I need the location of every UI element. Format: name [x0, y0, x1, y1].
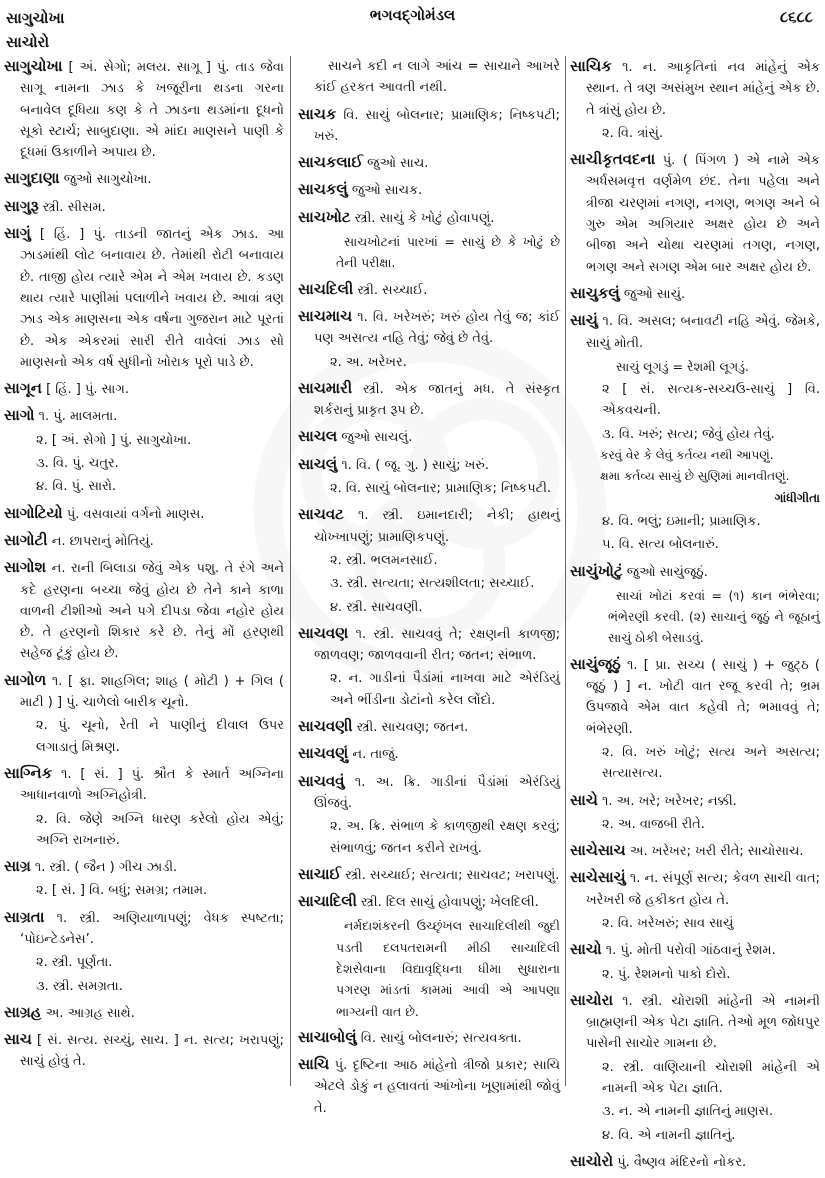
sense-definition: ૨. વિ. ખરેખરું; સાવ સાચું	[602, 915, 734, 931]
sense-definition: ૨. અ. ખરેખર.	[330, 354, 407, 370]
dictionary-entry	[570, 790, 820, 836]
column-divider	[290, 56, 291, 1086]
definition: [ હિં. ] પું. તાડની જાતનું એક ઝાડ. આ ઝાડમાંથી લોટ બનાવાય છે. તેમાંથી રોટી બનાવાય છે. તાજી હોય ત્યારે એમ ને એમ ખવાય છે. કડણ થાય ત્યારે પાણીમાં પલાળીને ખવાય છે. આવાં ત્રણ ઝાડ એક માણસના એક વર્ષના ગુજરાન માટે પૂરતાં છે. એક એકરમાં સારી રીતે વાવેલાં ઝાડ સો માણસનો એક વર્ષ સુધીનો ખોરાક પૂરો પાડે છે.	[20, 227, 284, 370]
headword: સાચકલાઈ	[298, 153, 364, 172]
headword: સાચવવું	[298, 771, 345, 790]
headword: સાચવણી	[298, 717, 353, 736]
dictionary-entry	[298, 104, 560, 148]
headword: સાચીકૃતવદના	[570, 150, 656, 169]
definition: પું. વૈષ્ણવ મંદિરનો નોકર.	[617, 1154, 747, 1170]
definition: ન. તાજું.	[352, 747, 399, 763]
dictionary-entry	[4, 378, 284, 400]
headword: સાચખોટ	[298, 207, 351, 226]
dictionary-entry	[298, 716, 560, 738]
dictionary-entry	[298, 279, 560, 301]
dictionary-entry	[298, 207, 560, 274]
dictionary-entry	[298, 378, 560, 422]
definition: જુઓ સાગુચોખા.	[63, 172, 152, 188]
headword: સાગ્નિક	[4, 763, 53, 782]
dictionary-entry	[298, 504, 560, 617]
book-title: ભગવદ્ગોમંડલ	[369, 6, 456, 24]
headword: સાચદિલી	[298, 279, 354, 298]
headword: સાગૂન	[4, 379, 42, 398]
dictionary-entry	[570, 283, 820, 305]
definition: ૧. સ્ત્રી. સાચવવું તે; રક્ષણની કાળજી; જાળવણ; જાળવવાની રીત; જતન; સંભાળ.	[314, 626, 560, 664]
definition: જુઓ સાચ.	[367, 156, 429, 172]
headword: સાગ્રતા	[4, 907, 45, 926]
definition: ૧. સ્ત્રી. ઇમાનદારી; નેકી; હાથનું ચોખ્ખાપણું; પ્રામાણિકપણું.	[314, 508, 560, 545]
definition: ૧. ન. સંપૂર્ણ સત્ય; કેવળ સાચી વાત; ખરેખરી જે હકીકત હોય તે.	[586, 871, 820, 908]
headword: સાચલું	[298, 454, 338, 473]
headword: સાચમાચ	[298, 306, 353, 325]
sense-definition: ૨. વિ. ત્રાંસું.	[602, 125, 664, 141]
guide-word-last: સાચોરો	[6, 33, 50, 51]
definition: પું. ( પિંગળ ) એ નામે એક અર્ધસમવૃત્ત વર્ણમેળ છંદ. તેના પહેલા અને ત્રીજા ચરણમાં નગણ, નગણ, ભગણ અને બે ગુરુ એમ અગિયાર અક્ષર હોય છે અને બીજા અને ચોથા ચરણમાં તગણ, નગણ, ભગણ અને સગણ એમ બાર અક્ષર હોય છે.	[586, 153, 820, 275]
definition: પું. વસવાયાં વર્ગનો માણસ.	[66, 506, 205, 522]
dictionary-entry	[4, 530, 284, 552]
definition: [ હિં. ] પું. સાગ.	[46, 382, 129, 398]
definition: ૧. વિ. ( જૂ. ગુ. ) સાચું; ખરું.	[341, 457, 489, 473]
headword: સાગ્રહ	[4, 1002, 42, 1021]
sense-definition: ૩. સ્ત્રી. સત્યતા; સત્યશીલતા; સચ્ચાઈ.	[330, 576, 535, 592]
headword: સાચક	[298, 104, 337, 123]
column-1	[4, 56, 284, 1078]
headword: સાચે	[570, 790, 598, 809]
definition: ૧. [ સં. ] પું. શ્રૌત કે સ્માર્ત અગ્નિના આધાનવાળો અગ્નિહોત્રી.	[20, 766, 284, 804]
sense-definition: ૨. અ. ક્રિ. સંભાળ કે કાળજીથી રક્ષણ કરવું; સંભાળવું; જતન કરીને રાખવું.	[330, 819, 560, 856]
headword: સાચાબોલું	[298, 1027, 357, 1046]
definition: ૧. વિ. અસલ; બનાવટી નહિ એવું. જેમકે, સાચું મોતી.	[586, 314, 820, 351]
verse-quote: ક્ષમા કર્તવ્ય સાચું છે સુણિમાં માનવીતણું.	[600, 469, 790, 484]
headword: સાચમારી	[298, 378, 353, 397]
definition: પું. દૃષ્ટિના આઠ માંહેનો ત્રીજો પ્રકાર; સાચિ એટલે ડોકું ન હલાવતાં આંખોના ખૂણામાંથી જોવું તે.	[314, 1058, 560, 1116]
definition: ૧. [ પ્રા. સચ્ચ ( સાચું ) + જુટ્ઠ ( જૂઠું ) ] ન. ખોટી વાત રજૂ કરવી તે; ભ્રમ ઉપજાવે એમ વાત કહેવી તે; ભમાવવું તે; ભંભેરણી.	[586, 657, 820, 737]
headword: સાગો	[4, 406, 35, 425]
headword: સાચોરો	[570, 1151, 614, 1170]
usage-example: સાચાં ખોટાં કરવાં = (૧) કાન ભંભેરવા; ભંભેરણી કરવી. (૨) સાચાનું જૂઠું ને જૂઠાનું સાચું ઠોકી બેસાડવું.	[608, 587, 820, 646]
dictionary-entry	[4, 763, 284, 851]
definition: જુઓ સાચક.	[351, 183, 423, 199]
dictionary-entry	[4, 405, 284, 497]
sense-definition: ૨. સ્ત્રી. ભલમનસાઈ.	[330, 552, 438, 568]
definition: સ્ત્રી. દિલ સાચું હોવાપણું; ખેલદિલી.	[361, 895, 539, 911]
usage-example: સાચું લૂગડું = રેશમી લૂગડું.	[616, 358, 749, 374]
sense-definition: ૪. સ્ત્રી. સાચવણી.	[330, 599, 423, 615]
definition: ૧. સ્ત્રી. ( જૈન ) ગીચ ઝાડી.	[34, 860, 178, 876]
dictionary-entry	[298, 152, 560, 174]
sense-definition: ૪. વિ. એ નામની જ્ઞાતિનું.	[602, 1127, 736, 1143]
dictionary-entry	[298, 426, 560, 448]
headword: સાગુરૂ	[4, 196, 39, 215]
headword: સાચકલું	[298, 180, 348, 199]
headword: સાગુદાણા	[4, 169, 60, 188]
definition: સ્ત્રી. એક જાતનું મધ. તે સંસ્કૃત શર્કરાનું પ્રાકૃત રૂપ છે.	[314, 381, 560, 419]
page-number: ૮૬૮૮	[779, 8, 813, 26]
definition: સ્ત્રી. સીસમ.	[42, 199, 106, 215]
dictionary-entry	[4, 907, 284, 997]
page-header	[0, 4, 825, 56]
headword: સાચલ	[298, 427, 338, 446]
definition: ૧. અ. ખરે; ખરેખર; નક્કી.	[601, 793, 737, 809]
sense-definition: ૪. વિ. ભલું; ઇમાની; પ્રામાણિક.	[602, 513, 761, 529]
dictionary-entry	[298, 306, 560, 373]
definition: ૧. સ્ત્રી. અણિયાળાપણું; વેધક સ્પષ્ટતા; ‘પોઇન્ટેડનેસ’.	[20, 910, 284, 947]
dictionary-entry	[298, 623, 560, 711]
dictionary-entry	[298, 1027, 560, 1049]
headword: સાચ	[4, 1030, 32, 1049]
dictionary-entry	[4, 56, 284, 163]
sense-definition: ૩. વિ. પું. ચતુર.	[36, 456, 119, 472]
dictionary-entry	[298, 771, 560, 859]
dictionary-entry	[4, 1029, 284, 1073]
dictionary-entry	[570, 56, 820, 144]
dictionary-entry	[4, 1002, 284, 1024]
verse-quote: કરવું વેર કે લેવું કર્તવ્ય નથી આપણું.	[600, 448, 774, 463]
sense-definition: ૩. ન. એ નામની જ્ઞાતિનું માણસ.	[602, 1104, 774, 1120]
dictionary-entry	[298, 1054, 560, 1119]
definition: જુઓ સાચલું.	[341, 430, 413, 446]
dictionary-entry	[298, 179, 560, 201]
definition: અ. આગ્રહ સાથે.	[45, 1005, 135, 1021]
headword: સાચાદિલી	[298, 892, 357, 911]
usage-example: નર્મદાશંકરની ઉચ્છૃંખલ સાચાદિલીથી જુદી પડતી દલપતરામની મીઠી સાચાદિલી દેશસેવાના વિદ્યાવૃદ્ધિના ધીમા સુધારાના પગરણ માંડતાં કામમાં આવી એ આપણા ભાગ્યની વાત છે.	[336, 918, 560, 1019]
headword: સાગુચોખા	[4, 57, 63, 75]
sense-definition: ૨. [ અં. સેગો ] પું. સાગુચોખા.	[36, 432, 192, 448]
dictionary-entry	[570, 939, 820, 985]
dictionary-entry	[298, 864, 560, 886]
dictionary-entry	[4, 503, 284, 525]
definition: વિ. સાચું બોલનાર; પ્રામાણિક; નિષ્કપટી; ખરું.	[314, 107, 560, 144]
sense-definition: ૩. સ્ત્રી. સમગ્રતા.	[36, 978, 123, 994]
headword: સાચુંખોટું	[570, 561, 623, 580]
definition: ન. રાની બિલાડા જેવું એક પશુ. તે રંગે અને કદે હરણના બચ્ચા જેવું હોય છે તેને કાને કાળા વાળની ટીશીઓ અને પગે દીપડા જેવા નહોર હોય છે. તે હરણનો શિકાર કરે છે. તેનું મોં હરણથી સહેજ ટૂંકું હોય છે.	[20, 561, 284, 662]
dictionary-entry	[4, 223, 284, 373]
sense-definition: ૨ [ સં. સત્યક-સચ્ચઉ-સાચું ] વિ. એકવચની.	[602, 382, 820, 419]
dictionary-entry	[570, 840, 820, 862]
definition: જુઓ સાચુંજૂઠું.	[626, 564, 708, 580]
dictionary-entry	[4, 196, 284, 218]
definition: ૧. ન. આકૃતિનાં નવ માંહેનું એક સ્થાન. તે ત્રણ અસંમુખ સ્થાન માંહેનું એક છે. તે ત્રાંસું હોય છે.	[586, 60, 820, 118]
dictionary-entry	[570, 990, 820, 1146]
headword: સાગોશ	[4, 558, 47, 577]
dictionary-entry	[570, 867, 820, 934]
dictionary-entry	[298, 891, 560, 1022]
headword: સાચો	[570, 940, 602, 959]
usage-example: સાચખોટનાં પારખાં = સાચું છે કે ખોટું છે તેની પરીક્ષા.	[336, 234, 560, 271]
sense-definition: ૨. પું. રેશમનો પાકો દોરો.	[602, 966, 731, 982]
definition: ૧. સ્ત્રી. ચોરાશી માંહેની એ નામની બ્રાહ્મણની એક પેટા જ્ઞાતિ. તેઓ મૂળ જોધપુર પાસેની સાચોર ગામના છે.	[586, 993, 820, 1052]
definition: ૧. પું. મોતી પરોવી ગાંઠવાનું રેશમ.	[605, 943, 776, 959]
dictionary-entry	[298, 454, 560, 500]
definition: ૧. [ ફા. શાહગિલ; શાહ ( મોટી ) + ગિલ ( માટી ) ] પું. ચાળેલો બારીક ચૂનો.	[20, 673, 284, 711]
headword: સાચુંજૂઠું	[570, 654, 621, 673]
dictionary-entry	[4, 557, 284, 664]
quote-attribution: ગાંધીગીતા	[774, 490, 820, 505]
definition: અ. ખરેખર; ખરી રીતે; સાચોસાચ.	[629, 844, 804, 860]
definition: સ્ત્રી. સચ્ચાઈ.	[357, 282, 428, 298]
headword: સાચાઈ	[298, 864, 342, 883]
sense-definition: ૪. વિ. પું. સારો.	[36, 479, 117, 495]
headword: સાગોટી	[4, 530, 48, 549]
column-2	[298, 56, 560, 1124]
definition: જુઓ સાચું.	[623, 286, 686, 302]
sense-definition: ૨. સ્ત્રી. વાણિયાની ચોરાશી માંહેની એ નામની એક પેટા જ્ઞાતિ.	[602, 1059, 820, 1097]
sense-definition: ૫. વિ. સત્ય બોલનારું.	[602, 537, 719, 553]
definition: સ્ત્રી. સચ્ચાઈ; સત્યતા; સાચવટ; ખરાપણું.	[345, 867, 560, 883]
dictionary-entry	[570, 561, 820, 649]
headword: સાચું	[570, 311, 598, 330]
headword: સાચેસાચ	[570, 841, 626, 860]
dictionary-entry	[4, 168, 284, 190]
dictionary-entry	[4, 670, 284, 758]
headword: સાગોટિયો	[4, 503, 63, 522]
guide-word-first: સાગુચોખા	[6, 9, 65, 27]
headword: સાગ્ર	[4, 857, 31, 876]
dictionary-entry	[570, 654, 820, 785]
definition: [ અં. સેગો; મલય. સાગૂ ] પું. તાડ જેવા સાગૂ નામના ઝાડ કે ખજૂરીના થડના ગરના બનાવેલ દૂધિયા કણ કે તે ઝાડના થડમાંના દૂધનો સૂકો સ્ટાર્ચ; સાબુદાણા. એ માંદા માણસને પાણી કે દૂધમાં ઉકાળીને અપાય છે.	[20, 60, 284, 161]
column-3	[570, 56, 820, 1178]
headword: સાચોરા	[570, 990, 614, 1009]
dictionary-entry	[298, 743, 560, 765]
sense-definition: ૨. [ સં. ] વિ. બધું; સમગ્ર; તમામ.	[36, 883, 208, 899]
sense-definition: ૨. વિ. સાચું બોલનાર; પ્રામાણિક; નિષ્કપટી.	[330, 481, 552, 497]
column-divider	[565, 56, 566, 1086]
definition: [ સં. સત્ય. સચ્ચું, સાચ. ] ન. સત્ય; ખરાપણું; સાચું હોવું તે.	[20, 1033, 284, 1070]
definition: ૧. વિ. ખરેખરું; ખરું હોય તેવું જ; કાંઈ પણ અસત્ય નહિ તેવું; જેવું છે તેવું.	[314, 309, 560, 347]
headword: સાગોળ	[4, 670, 47, 689]
sense-definition: ૨. ન. ગાડીનાં પૈડાંમાં નાખવા માટે એરંડિયું અને ભીંડીના ડોટાંનો કરેલ લોંદો.	[330, 671, 560, 708]
headword: સાચેસાચું	[570, 868, 626, 887]
sense-definition: ૨. વિ. જેણે અગ્નિ ધારણ કરેલો હોય એવું; અગ્નિ રાખનારું.	[36, 811, 284, 848]
headword: સાચવણ	[298, 623, 349, 642]
sense-definition: ૨. સ્ત્રી. પૂર્ણતા.	[36, 955, 113, 971]
definition: વિ. સાચું બોલનારું; સત્યવક્તા.	[360, 1030, 522, 1046]
sense-definition: ૨. પું. ચૂનો, રેતી ને પાણીનું દીવાલ ઉપર લગાડાતું મિશ્રણ.	[36, 718, 284, 755]
headword: સાચવટ	[298, 505, 344, 524]
sense-definition: ૨. અ. વાજબી રીતે.	[602, 816, 705, 832]
sense-definition: ૩. વિ. ખરું; સત્ય; જેવું હોય તેવું.	[602, 426, 775, 442]
definition: ૧. અ. ક્રિ. ગાડીનાં પૈડાંમાં એરંડિયું ઊંજવું.	[314, 774, 560, 811]
dictionary-entry	[570, 1151, 820, 1173]
definition: ૧. પું. માલમતા.	[38, 409, 118, 425]
definition: ન. છાપરાનું મોતિયું.	[51, 533, 154, 549]
headword: સાચિ	[298, 1055, 330, 1074]
headword: સાચવણું	[298, 744, 349, 763]
headword: સાગું	[4, 224, 31, 243]
definition: સ્ત્રી. સાચું કે ખોટું હોવાપણું.	[354, 210, 495, 226]
sense-definition: ૨. વિ. ખરું ખોટું; સત્ય અને અસત્ય; સત્યાસત્ય.	[602, 744, 820, 782]
continued-phrase: સાચને કદી ન લાગે આંચ = સાચાને આખરે કાંઈ હરકત આવતી નથી.	[314, 59, 560, 96]
definition: સ્ત્રી. સાચવણ; જતન.	[356, 720, 469, 736]
dictionary-entry	[570, 310, 820, 555]
headword: સાચિક	[570, 57, 612, 75]
dictionary-entry	[570, 149, 820, 278]
headword: સાચુકલું	[570, 283, 620, 302]
dictionary-entry	[4, 856, 284, 902]
